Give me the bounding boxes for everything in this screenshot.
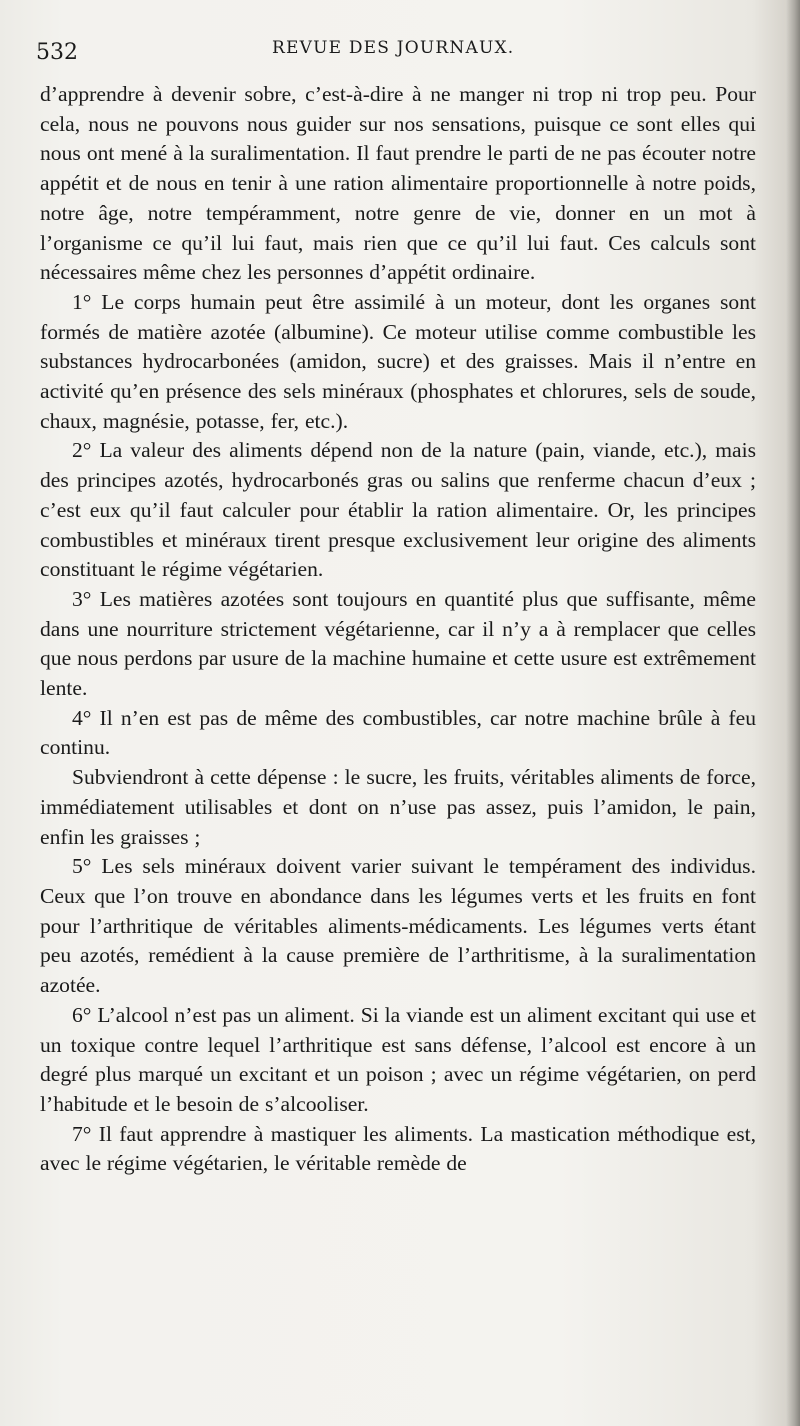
page-number: 532 xyxy=(36,40,78,65)
body-text xyxy=(40,80,756,1179)
running-head xyxy=(36,36,756,66)
paragraph-point-4: 4° Il n’en est pas de même des combustibles, car notre machine brûle à feu continu. xyxy=(40,705,756,760)
paragraph-point-5: 5° Les sels minéraux doivent varier suivant le tempérament des individus. Ceux que l’on trouve en abondance dans les légumes verts et les fruits en font pour l’arthritique de véritables aliments-médicaments. Les légumes verts étant peu azotés, remédient à la cause première de l’arthritisme, à la suralimentation azotée. xyxy=(40,854,756,998)
journal-title: REVUE DES JOURNAUX. xyxy=(272,38,515,58)
paragraph-combustibles: Subviendront à cette dépense : le sucre, les fruits, véritables aliments de force, immédiatement utilisables et dont on n’use pas assez, puis l’amidon, le pain, enfin les graisses ; xyxy=(40,765,756,849)
paragraph-intro-continuation: d’apprendre à devenir sobre, c’est-à-dire à ne manger ni trop ni trop peu. Pour cela, nous ne pouvons nous guider sur nos sensations, puisque ce sont elles qui nous ont mené à la suralimentation. Il faut prendre le parti de ne pas écouter notre appétit et de nous en tenir à une ration alimentaire proportionnelle à notre poids, notre âge, notre tempéramment, notre genre de vie, donner en un mot à l’organisme ce qu’il lui faut, mais rien que ce qu’il lui faut. Ces calculs sont nécessaires même chez les personnes d’appétit ordinaire. xyxy=(40,82,756,285)
paragraph-point-1: 1° Le corps humain peut être assimilé à un moteur, dont les organes sont formés de matière azotée (albumine). Ce moteur utilise comme combustible les substances hydrocarbonées (amidon, sucre) et des graisses. Mais il n’entre en activité qu’en présence des sels minéraux (phosphates et chlorures, sels de soude, chaux, magnésie, potasse, fer, etc.). xyxy=(40,289,756,433)
page-edge-shadow xyxy=(786,0,800,1426)
paragraph-point-6: 6° L’alcool n’est pas un aliment. Si la viande est un aliment excitant qui use et un toxique contre lequel l’arthritique est sans défense, l’alcool est encore à un degré plus marqué un excitant et un poison ; avec un régime végétarien, on perd l’habitude et le besoin de s’alcooliser. xyxy=(40,1002,756,1116)
paragraph-point-3: 3° Les matières azotées sont toujours en quantité plus que suffisante, même dans une nourriture strictement végétarienne, car il n’y a à remplacer que celles que nous perdons par usure de la machine humaine et cette usure est extrêmement lente. xyxy=(40,586,756,701)
paragraph-point-7: 7° Il faut apprendre à mastiquer les aliments. La mastication méthodique est, avec le régime végétarien, le véritable remède de xyxy=(40,1121,756,1176)
paragraph-point-2: 2° La valeur des aliments dépend non de la nature (pain, viande, etc.), mais des principes azotés, hydrocarbonés gras ou salins que renferme chacun d’eux ; c’est eux qu’il faut calculer pour établir la ration alimentaire. Or, les principes combustibles et minéraux tirent presque exclusivement leur origine des aliments constituant le régime végétarien. xyxy=(40,438,756,582)
